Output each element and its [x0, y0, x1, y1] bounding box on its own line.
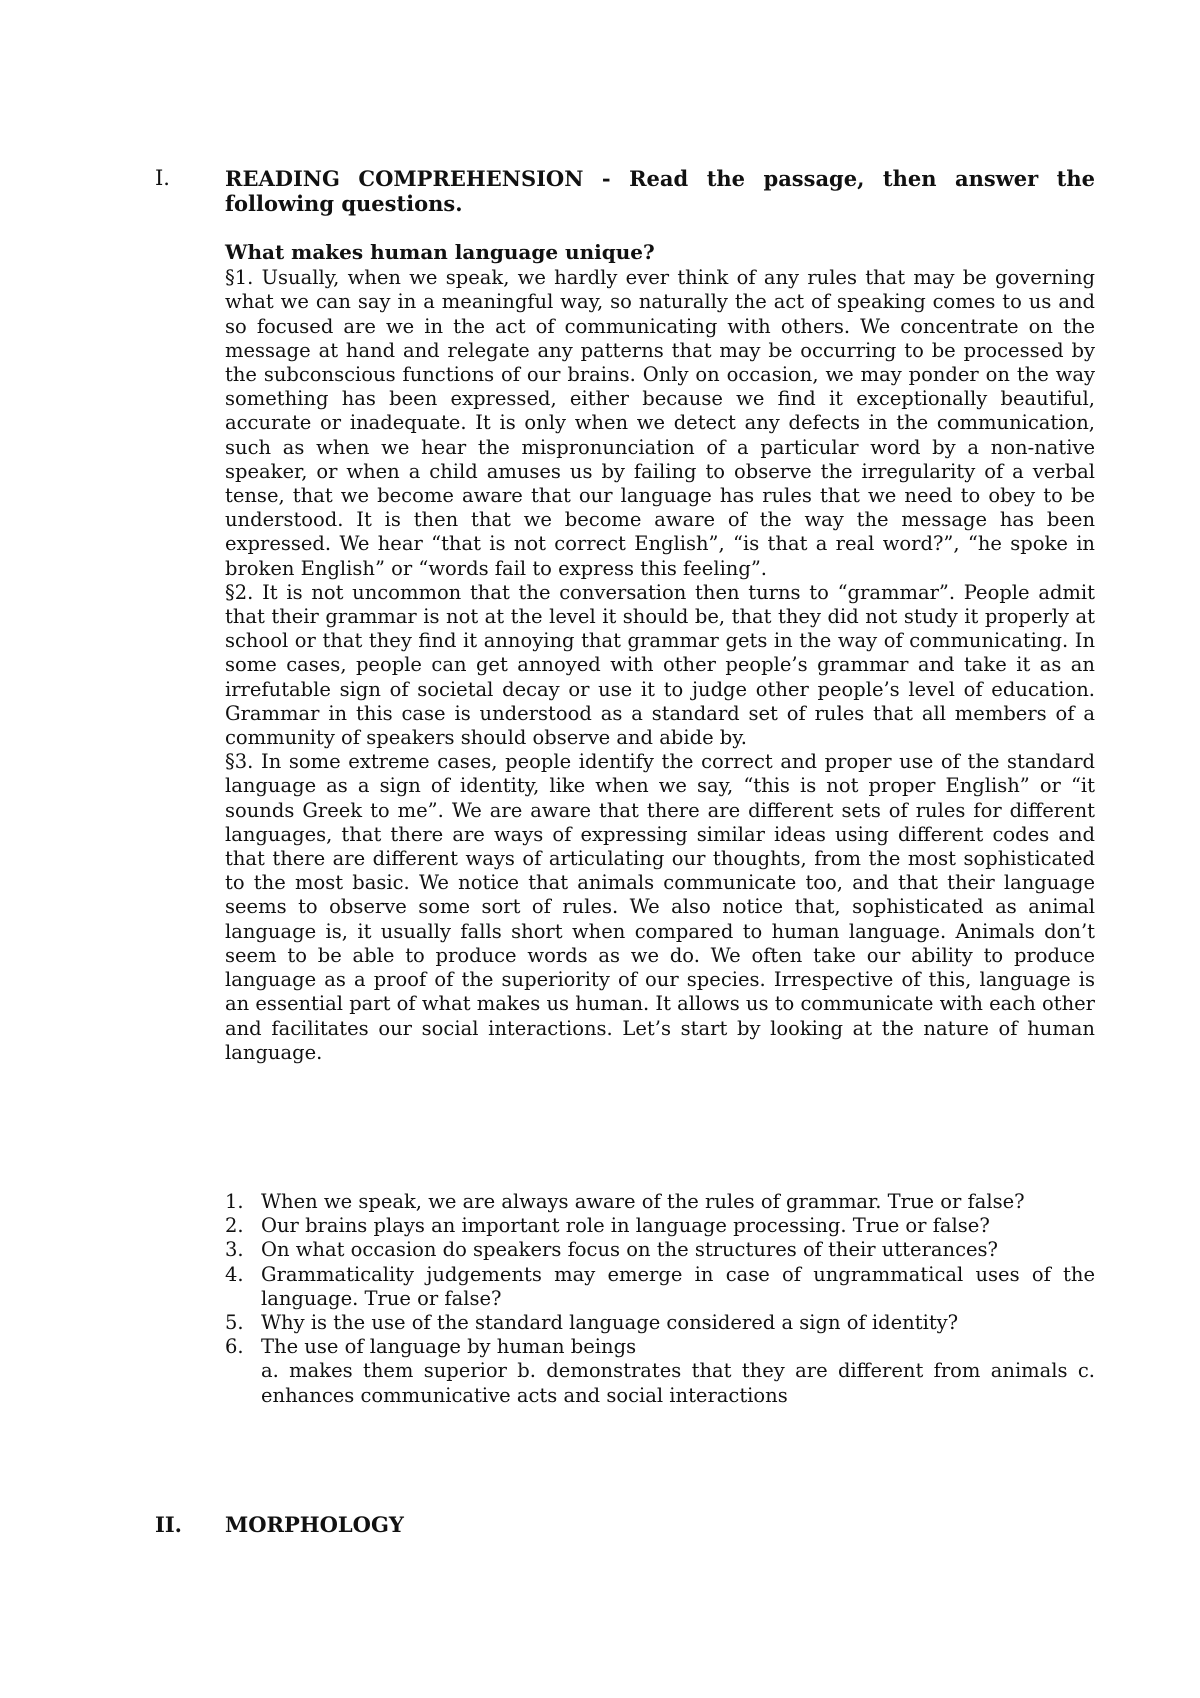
section-title: MORPHOLOGY — [225, 1512, 404, 1537]
question-item — [225, 1335, 1095, 1408]
question-number: 3. — [225, 1238, 244, 1262]
answer-options: a. makes them superior b. demonstrates that they are different from animals c. enhances communicative acts and social interactions — [261, 1359, 1095, 1407]
question-item — [225, 1238, 1095, 1262]
question-text: Grammaticality judgements may emerge in case of ungrammatical uses of the language. True or false? — [261, 1262, 1095, 1310]
paragraph-1: §1. Usually, when we speak, we hardly ever think of any rules that may be governing what we can say in a meaningful way, so naturally the act of speaking comes to us and so focused are we in the act of communicating with others. We concentrate on the message at hand and relegate any patterns that may be occurring to be processed by the subconscious functions of our brains. Only on occasion, we may ponder on the way something has been expressed, either because we find it exceptionally beautiful, accurate or inadequate. It is only when we detect any defects in the communication, such as when we hear the mispronunciation of a particular word by a non-native speaker, or when a child amuses us by failing to observe the irregularity of a verbal tense, that we become aware that our language has rules that we need to obey to be understood. It is then that we become aware of the way the message has been expressed. We hear “that is not correct English”, “is that a real word?”, “he spoke in broken English” or “words fail to express this feeling”. — [225, 266, 1095, 580]
question-number: 6. — [225, 1335, 244, 1359]
passage-title: What makes human language unique? — [225, 240, 655, 264]
paragraph-3: §3. In some extreme cases, people identify the correct and proper use of the standard language as a sign of identity, like when we say, “this is not proper English” or “it sounds Greek to me”. We are aware that there are different sets of rules for different languages, that there are ways of expressing similar ideas using different codes and that there are different ways of articulating our thoughts, from the most sophisticated to the most basic. We notice that animals communicate too, and that their language seems to observe some sort of rules. We also notice that, sophisticated as animal language is, it usually falls short when compared to human language. Animals don’t seem to be able to produce words as we do. We often take our ability to produce language as a proof of the superiority of our species. Irrespective of this, language is an essential part of what makes us human. It allows us to communicate with each other and facilitates our social interactions. Let’s start by looking at the nature of human language. — [225, 750, 1095, 1064]
question-number: 1. — [225, 1190, 244, 1213]
question-number: 5. — [225, 1311, 244, 1335]
reading-passage — [225, 240, 1095, 1065]
question-number: 2. — [225, 1214, 244, 1238]
paragraph-2: §2. It is not uncommon that the conversation then turns to “grammar”. People admit that their grammar is not at the level it should be, that they did not study it properly at school or that they find it annoying that grammar gets in the way of communicating. In some cases, people can get annoyed with other people’s grammar and take it as an irrefutable sign of societal decay or use it to judge other people’s level of education. Grammar in this case is understood as a standard set of rules that all members of a community of speakers should observe and abide by. — [225, 580, 1095, 750]
question-list — [225, 1190, 1095, 1408]
question-text: The use of language by human beings — [261, 1335, 637, 1359]
question-item — [225, 1214, 1095, 1238]
question-text: Our brains plays an important role in language processing. True or false? — [261, 1214, 990, 1238]
section-title: READING COMPREHENSION - Read the passage, then answer the following questions. — [225, 166, 1095, 216]
question-item — [225, 1190, 1095, 1214]
question-item — [225, 1263, 1095, 1311]
section-number: II. — [155, 1512, 182, 1537]
question-text: On what occasion do speakers focus on the structures of their utterances? — [261, 1238, 998, 1262]
question-number: 4. — [225, 1262, 244, 1286]
question-text: When we speak, we are always aware of the rules of grammar. True or false? — [261, 1190, 1025, 1213]
question-text: Why is the use of the standard language considered a sign of identity? — [261, 1311, 959, 1335]
question-item — [225, 1311, 1095, 1335]
section-number: I. — [155, 166, 170, 190]
